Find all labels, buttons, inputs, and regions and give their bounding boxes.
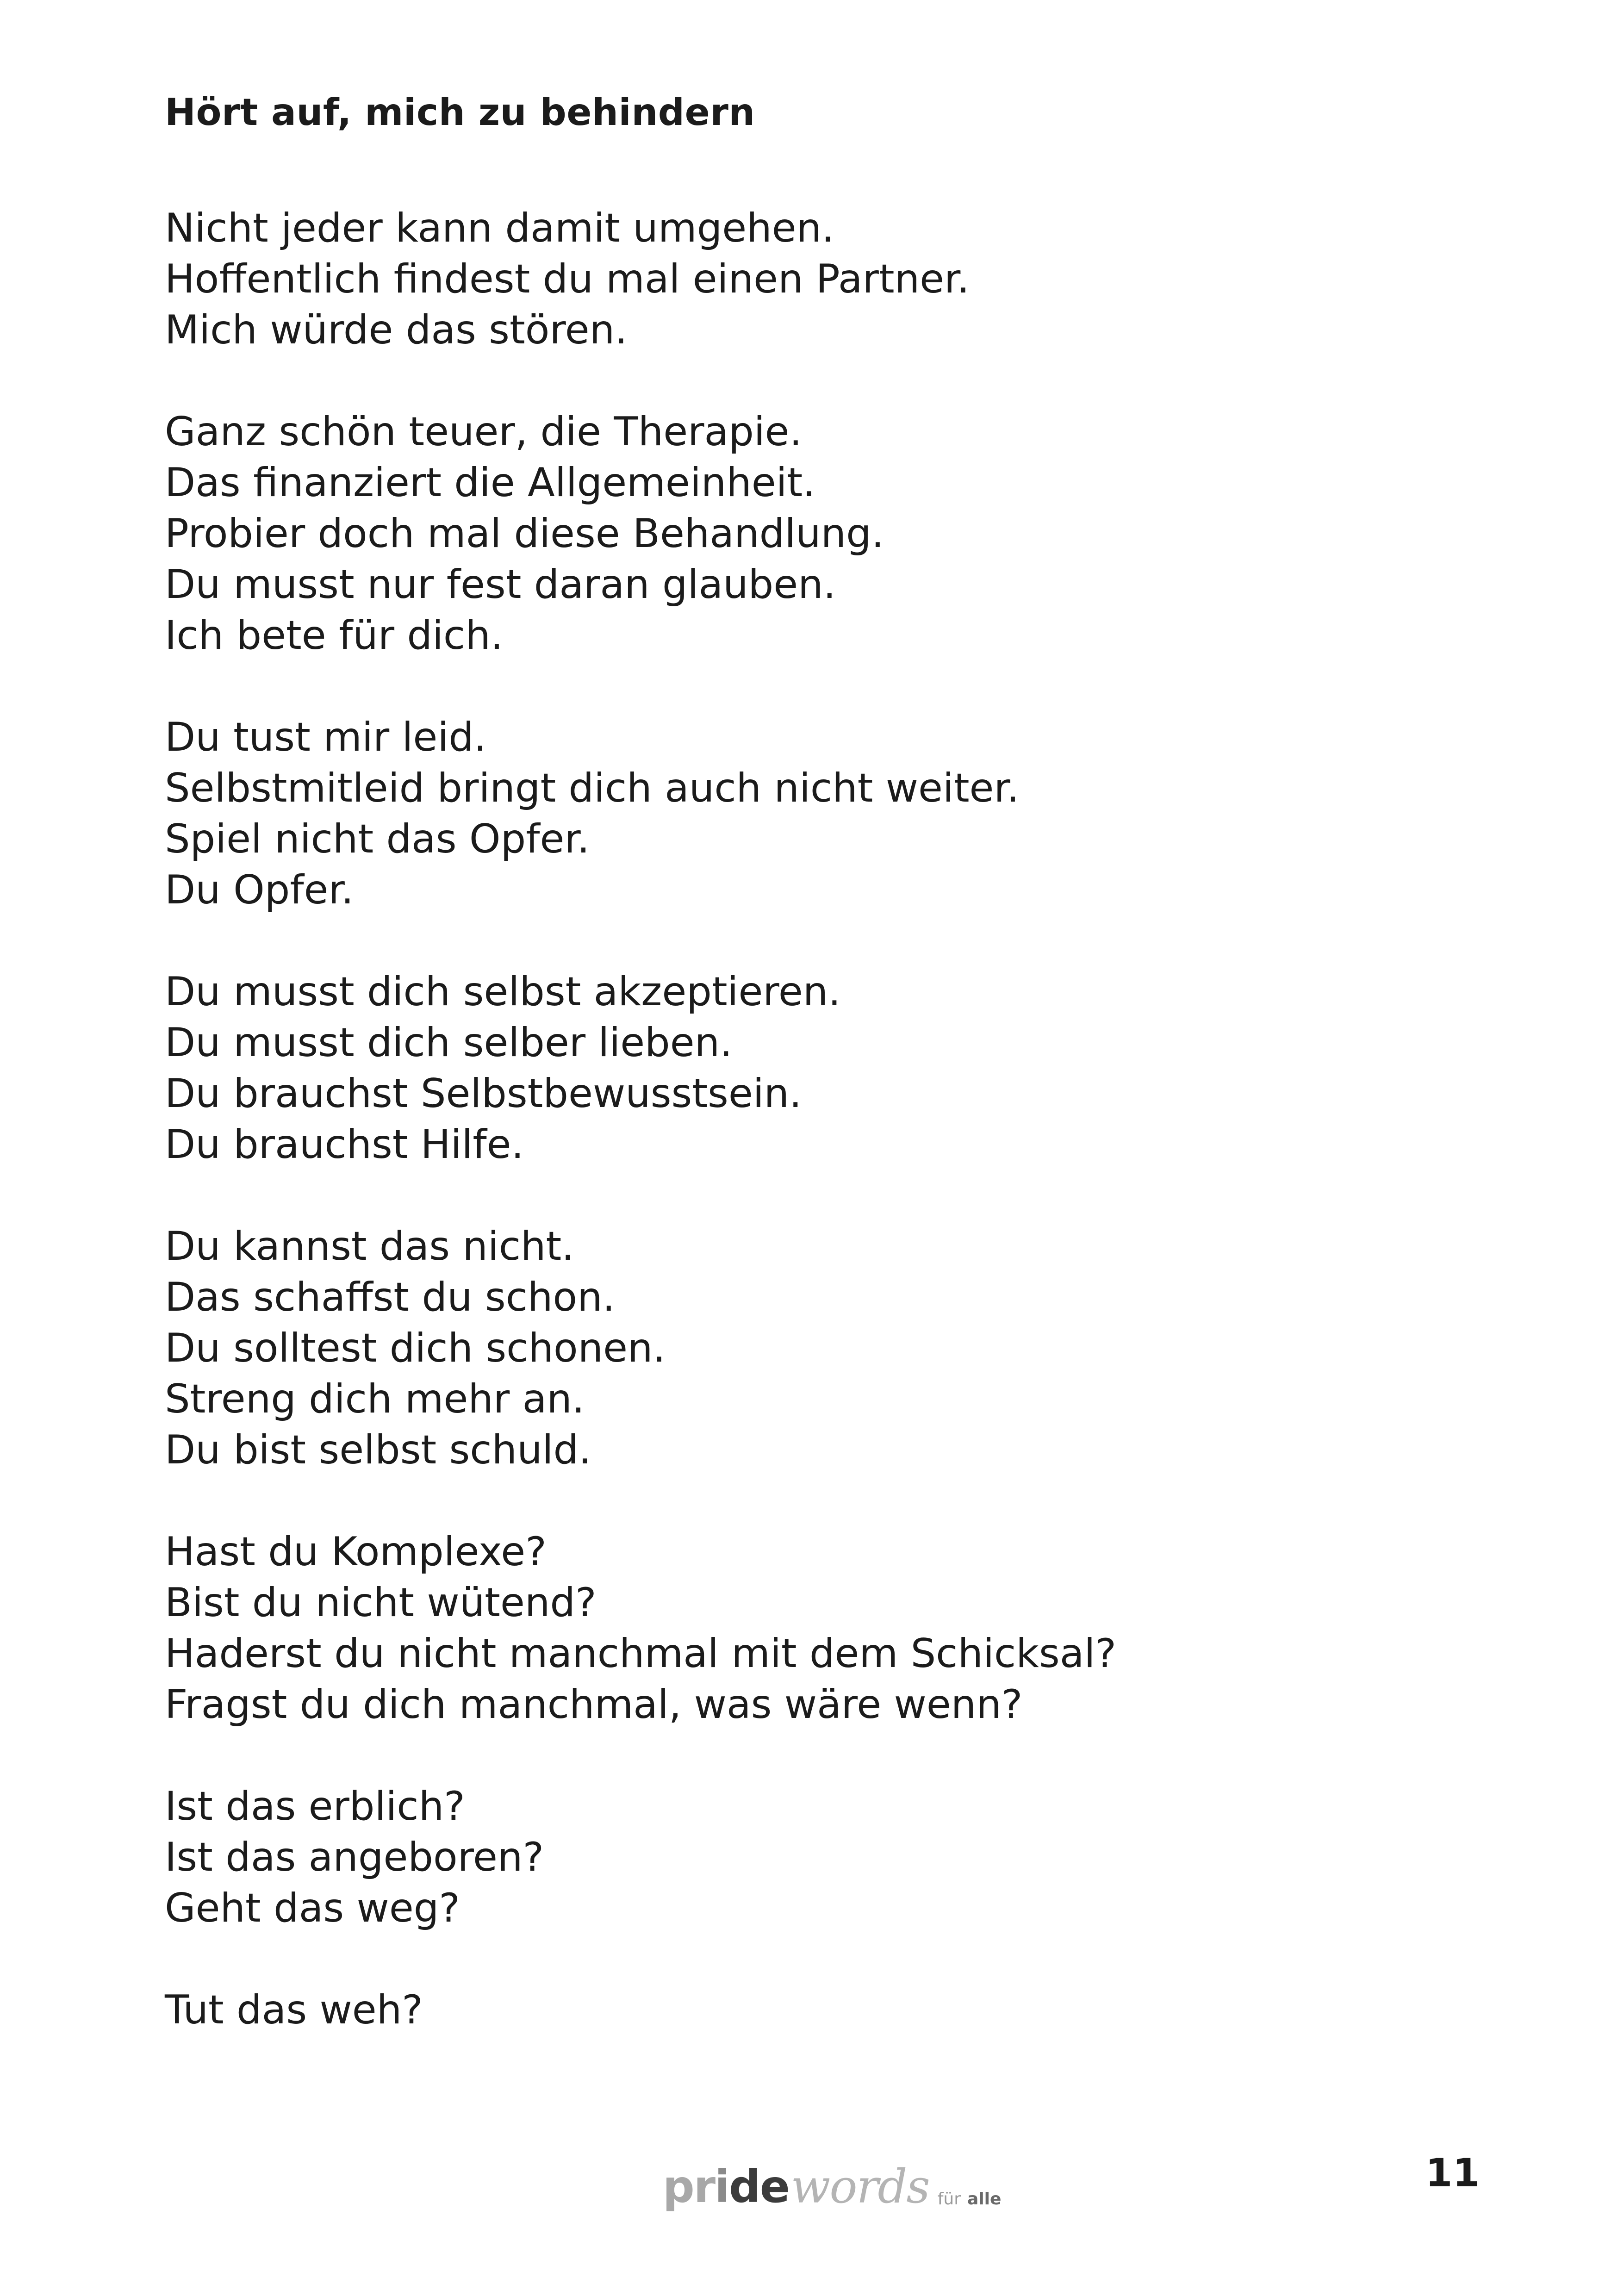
poem-line: Bist du nicht wütend?	[165, 1580, 597, 1626]
poem-line: Du bist selbst schuld.	[165, 1427, 591, 1473]
poem-line: Ist das erblich?	[165, 1783, 465, 1829]
logo-alle-text: alle	[967, 2190, 1002, 2209]
poem-line: Spiel nicht das Opfer.	[165, 816, 590, 862]
logo-pride-part1: pr	[663, 2161, 715, 2213]
stanza	[165, 203, 1553, 355]
logo-words-text: words	[790, 2159, 929, 2214]
poem-line: Du brauchst Selbstbewusstsein.	[165, 1070, 802, 1117]
pridewords-logo	[663, 2147, 1001, 2212]
poem-line: Ganz schön teuer, die Therapie.	[165, 409, 802, 455]
poem-line: Haderst du nicht manchmal mit dem Schicksal?	[165, 1630, 1116, 1677]
logo-pride-part3: de	[728, 2161, 789, 2213]
logo-fuer-text: für	[937, 2190, 961, 2209]
poem-title: Hört auf, mich zu behindern	[165, 91, 755, 134]
stanza	[165, 1985, 1553, 2035]
poem-line: Du Opfer.	[165, 867, 354, 913]
poem-line: Hoffentlich findest du mal einen Partner.	[165, 256, 970, 302]
poem-line: Du musst dich selber lieben.	[165, 1020, 733, 1066]
poem-line: Tut das weh?	[165, 1987, 423, 2033]
stanza	[165, 966, 1553, 1170]
poem-line: Das finanziert die Allgemeinheit.	[165, 460, 815, 506]
poem-line: Geht das weg?	[165, 1885, 461, 1931]
poem-line: Selbstmitleid bringt dich auch nicht weiter.	[165, 765, 1020, 811]
poem-body	[165, 203, 1553, 2086]
logo-pride-part2: i	[715, 2161, 729, 2213]
poem-line: Du tust mir leid.	[165, 714, 487, 760]
poem-line: Du musst dich selbst akzeptieren.	[165, 969, 841, 1015]
poem-line: Ich bete für dich.	[165, 612, 504, 659]
poem-line: Du kannst das nicht.	[165, 1223, 574, 1269]
poem-line: Mich würde das stören.	[165, 307, 628, 353]
poem-line: Nicht jeder kann damit umgehen.	[165, 205, 834, 251]
poem-line: Probier doch mal diese Behandlung.	[165, 510, 884, 557]
poem-line: Du brauchst Hilfe.	[165, 1121, 524, 1168]
poem-line: Du musst nur fest daran glauben.	[165, 561, 836, 608]
stanza	[165, 406, 1553, 661]
stanza	[165, 1526, 1553, 1730]
page-number: 11	[1425, 2150, 1480, 2196]
poem-line: Ist das angeboren?	[165, 1834, 544, 1880]
logo-pride-text	[663, 2161, 789, 2212]
poem-line: Fragst du dich manchmal, was wäre wenn?	[165, 1681, 1023, 1728]
poem-line: Du solltest dich schonen.	[165, 1325, 666, 1371]
stanza	[165, 1221, 1553, 1475]
stanza	[165, 1781, 1553, 1934]
poem-line: Hast du Komplexe?	[165, 1529, 547, 1575]
poem-line: Das schaffst du schon.	[165, 1274, 615, 1320]
stanza	[165, 712, 1553, 915]
poem-line: Streng dich mehr an.	[165, 1376, 585, 1422]
